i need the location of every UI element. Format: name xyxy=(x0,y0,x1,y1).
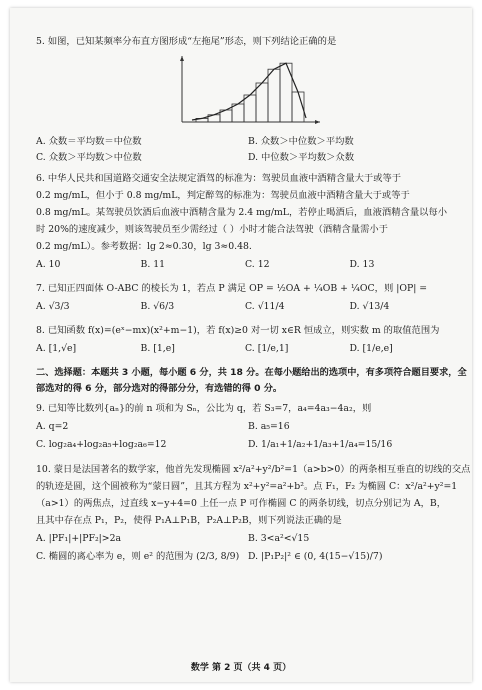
q5-option-a[interactable]: A. 众数＝平均数＝中位数 xyxy=(36,136,142,147)
q8-stem: 8. 已知函数 f(x)=(eˣ−mx)(x²+m−1)，若 f(x)≥0 对一切 x∈R 恒成立，则实数 m 的取值范围为 xyxy=(36,325,440,336)
q7-option-b[interactable]: B. √6/3 xyxy=(140,301,175,312)
q5-option-c[interactable]: C. 众数＞平均数＞中位数 xyxy=(36,152,142,163)
q10-option-c[interactable]: C. 椭圆的离心率为 e，则 e² 的范围为 (2/3, 8/9) xyxy=(36,551,240,562)
q6-option-a[interactable]: A. 10 xyxy=(36,259,61,270)
histogram-bar xyxy=(244,95,256,122)
q6-line-5: 0.2 mg/mL）。参考数据：lg 2≈0.30，lg 3≈0.48. xyxy=(36,241,252,252)
q5-option-d[interactable]: D. 中位数＞平均数＞众数 xyxy=(248,152,355,163)
q6-line-4: 时 20%的速度减少，则该驾驶员至少需经过（ ）小时才能合法驾驶（酒精含量需小于 xyxy=(36,224,388,235)
q8-option-c[interactable]: C. [1/e,1] xyxy=(245,343,289,354)
q10-line-2: 的轨迹是圆，这个圆被称为“蒙日圆”，且其方程为 x²+y²=a²+b²。点 F₁，F₂ 为椭圆 C：x²/a²+y²=1 xyxy=(36,481,458,492)
q6-line-3: 0.8 mg/mL。某驾驶员饮酒后血液中酒精含量为 2.4 mg/mL，若停止喝酒后，血液酒精含量以每小 xyxy=(36,207,448,218)
section-2-instructions: 部选对的得 6 分，部分选对的得部分分，有选错的得 0 分。 xyxy=(36,383,283,394)
histogram-figure xyxy=(174,54,324,128)
q9-options-row-2 xyxy=(36,437,454,453)
q10-option-d[interactable]: D. |P₁P₂|² ∈ (0, 4(15−√15)/7) xyxy=(248,551,383,562)
q8-options xyxy=(36,341,454,357)
histogram-svg xyxy=(174,54,324,128)
q9-options-row-1 xyxy=(36,419,454,435)
q9-option-b[interactable]: B. a₅=16 xyxy=(248,421,290,432)
q7-option-d[interactable]: D. √13/4 xyxy=(349,301,390,312)
q6-line-1: 6. 中华人民共和国道路交通安全法规定酒驾的标准为：驾驶员血液中酒精含量大于或等于 xyxy=(36,173,402,184)
q5-options xyxy=(36,134,454,166)
q6-option-c[interactable]: C. 12 xyxy=(245,259,270,270)
q5-stem: 5. 如图，已知某频率分布直方图形成“左拖尾”形态，则下列结论正确的是 xyxy=(36,36,337,47)
histogram-x-arrow xyxy=(315,120,320,124)
q6-option-d[interactable]: D. 13 xyxy=(349,259,375,270)
page-footer: 数学 第 2 页（共 4 页） xyxy=(190,663,292,673)
q9-option-d[interactable]: D. 1/a₁+1/a₂+1/a₃+1/a₄=15/16 xyxy=(248,439,393,450)
q10-options-row-1 xyxy=(36,531,454,547)
q5-option-b[interactable]: B. 众数＞中位数＞平均数 xyxy=(248,136,354,147)
histogram-bar xyxy=(268,69,280,122)
q8-option-d[interactable]: D. [1/e,e] xyxy=(349,343,393,354)
q10-options-row-2 xyxy=(36,549,454,565)
q7-option-a[interactable]: A. √3/3 xyxy=(36,301,70,312)
q7-options xyxy=(36,299,454,315)
q10-line-4: 且其中存在点 P₁，P₂，使得 P₁A⊥P₁B，P₂A⊥P₂B，则下列说法正确的是 xyxy=(36,515,342,526)
density-curve xyxy=(192,63,306,120)
q8-option-b[interactable]: B. [1,e] xyxy=(140,343,175,354)
histogram-bar xyxy=(256,83,268,122)
q6-options xyxy=(36,257,454,273)
q9-stem: 9. 已知等比数列{aₙ}的前 n 项和为 Sₙ，公比为 q，若 S₃=7，a₄=4a₃−4a₂，则 xyxy=(36,403,372,414)
q10-option-a[interactable]: A. |PF₁|+|PF₂|>2a xyxy=(36,533,122,544)
section-2-heading: 二、选择题：本题共 3 小题，每小题 6 分，共 18 分。在每小题给出的选项中，有多项符合题目要求，全 xyxy=(36,367,467,378)
q9-option-c[interactable]: C. log₂a₄+log₂a₅+log₂a₆=12 xyxy=(36,439,167,450)
q6-option-b[interactable]: B. 11 xyxy=(140,259,166,270)
q6-line-2: 0.2 mg/mL，但小于 0.8 mg/mL，判定醉驾的标准为：驾驶员血液中酒精含量大于或等于 xyxy=(36,190,410,201)
q8-option-a[interactable]: A. [1,√e] xyxy=(36,343,77,354)
q10-line-1: 10. 蒙日是法国著名的数学家，他首先发现椭圆 x²/a²+y²/b²=1（a>b>0）的两条相互垂直的切线的交点 xyxy=(36,464,471,475)
q10-line-3: （a>1）的两焦点，过直线 x−y+4=0 上任一点 P 可作椭圆 C 的两条切线，切点分别记为 A，B， xyxy=(36,498,447,509)
exam-page xyxy=(10,8,472,682)
page-content xyxy=(36,34,471,565)
histogram-y-arrow xyxy=(180,56,184,61)
q7-option-c[interactable]: C. √11/4 xyxy=(245,301,285,312)
q7-stem: 7. 已知正四面体 O-ABC 的棱长为 1，若点 P 满足 OP = ½OA + ¼OB + ¼OC，则 |OP| = xyxy=(36,283,428,294)
q10-option-b[interactable]: B. 3<a²<√15 xyxy=(248,533,310,544)
q9-option-a[interactable]: A. q=2 xyxy=(36,421,69,432)
